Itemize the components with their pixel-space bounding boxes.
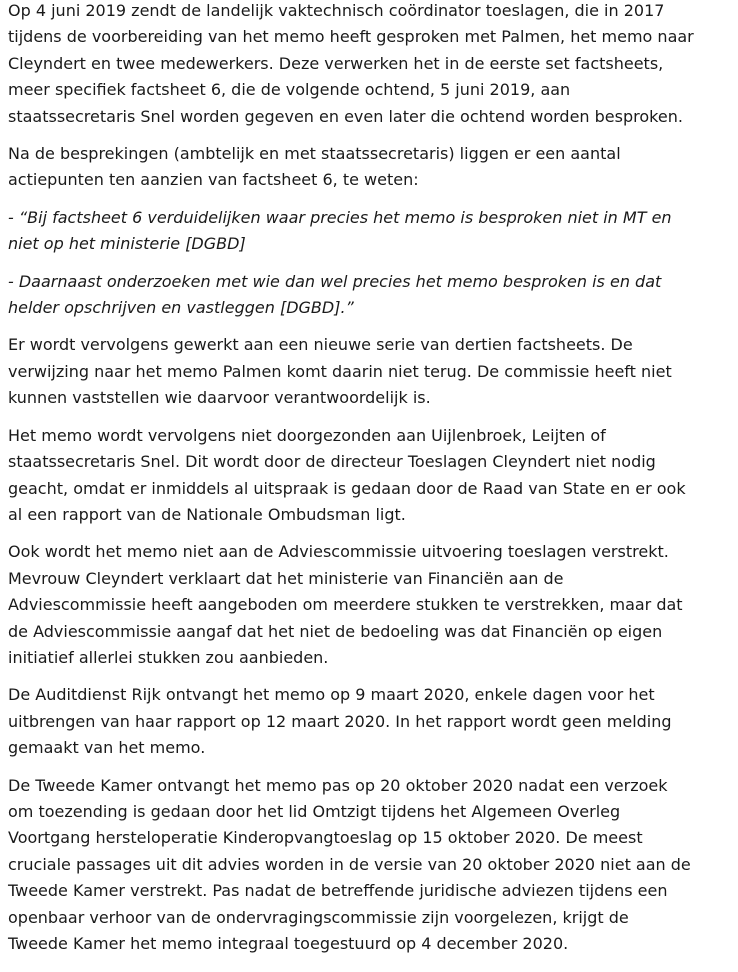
text-line: de Adviescommissie aangaf dat het niet de bedoeling was dat Financiën op eigen: [8, 621, 663, 641]
paragraph: [8, 0, 736, 130]
text-line: - “Bij factsheet 6 verduidelijken waar precies het memo is besproken niet in MT en: [8, 207, 672, 227]
paragraph: [8, 332, 736, 411]
text-line: Adviescommissie heeft aangeboden om meerdere stukken te verstrekken, maar dat: [8, 595, 683, 615]
text-line: meer specifiek factsheet 6, die de volgende ochtend, 5 juni 2019, aan: [8, 80, 571, 100]
text-line: Cleyndert en twee medewerkers. Deze verwerken het in de eerste set factsheets,: [8, 53, 664, 73]
text-line: gemaakt van het memo.: [8, 738, 206, 758]
text-line: Tweede Kamer verstrekt. Pas nadat de betreffende juridische adviezen tijdens een: [8, 881, 668, 901]
quote-paragraph: [8, 205, 736, 258]
text-line: openbaar verhoor van de ondervragingscommissie zijn voorgelezen, krijgt de: [8, 907, 629, 927]
text-line: Ook wordt het memo niet aan de Adviescommissie uitvoering toeslagen verstrekt.: [8, 542, 669, 562]
text-line: niet op het ministerie [DGBD]: [8, 234, 246, 254]
text-line: De Auditdienst Rijk ontvangt het memo op 9 maart 2020, enkele dagen voor het: [8, 685, 655, 705]
paragraph: [8, 682, 736, 761]
text-line: - Daarnaast onderzoeken met wie dan wel precies het memo besproken is en dat: [8, 271, 662, 291]
paragraph: [8, 539, 736, 671]
text-line: tijdens de voorbereiding van het memo heeft gesproken met Palmen, het memo naar: [8, 27, 694, 47]
text-line: staatssecretaris Snel. Dit wordt door de directeur Toeslagen Cleyndert niet nodig: [8, 452, 656, 472]
text-line: actiepunten ten aanzien van factsheet 6, te weten:: [8, 170, 419, 190]
text-line: De Tweede Kamer ontvangt het memo pas op 20 oktober 2020 nadat een verzoek: [8, 775, 668, 795]
text-line: Tweede Kamer het memo integraal toegestuurd op 4 december 2020.: [8, 934, 569, 953]
text-line: staatssecretaris Snel worden gegeven en even later die ochtend worden besproken.: [8, 106, 683, 126]
text-line: cruciale passages uit dit advies worden in de versie van 20 oktober 2020 niet aan de: [8, 854, 691, 874]
text-line: om toezending is gedaan door het lid Omtzigt tijdens het Algemeen Overleg: [8, 801, 621, 821]
text-line: uitbrengen van haar rapport op 12 maart 2020. In het rapport wordt geen melding: [8, 711, 672, 731]
text-line: Voortgang hersteloperatie Kinderopvangtoeslag op 15 oktober 2020. De meest: [8, 828, 643, 848]
text-line: Mevrouw Cleyndert verklaart dat het ministerie van Financiën aan de: [8, 568, 564, 588]
paragraph: [8, 423, 736, 529]
document-body: [8, 0, 736, 968]
text-line: al een rapport van de Nationale Ombudsman ligt.: [8, 504, 406, 524]
paragraph: [8, 141, 736, 194]
paragraph: [8, 773, 736, 958]
text-line: Na de besprekingen (ambtelijk en met staatssecretaris) liggen er een aantal: [8, 144, 621, 164]
text-line: kunnen vaststellen wie daarvoor verantwoordelijk is.: [8, 388, 431, 408]
text-line: Op 4 juni 2019 zendt de landelijk vaktechnisch coördinator toeslagen, die in 2017: [8, 1, 665, 20]
text-line: Er wordt vervolgens gewerkt aan een nieuwe serie van dertien factsheets. De: [8, 335, 633, 355]
text-line: helder opschrijven en vastleggen [DGBD].”: [8, 298, 354, 318]
text-line: geacht, omdat er inmiddels al uitspraak is gedaan door de Raad van State en er ook: [8, 478, 686, 498]
text-line: initiatief allerlei stukken zou aanbieden.: [8, 647, 329, 667]
quote-paragraph: [8, 269, 736, 322]
text-line: verwijzing naar het memo Palmen komt daarin niet terug. De commissie heeft niet: [8, 361, 672, 381]
text-line: Het memo wordt vervolgens niet doorgezonden aan Uijlenbroek, Leijten of: [8, 425, 606, 445]
